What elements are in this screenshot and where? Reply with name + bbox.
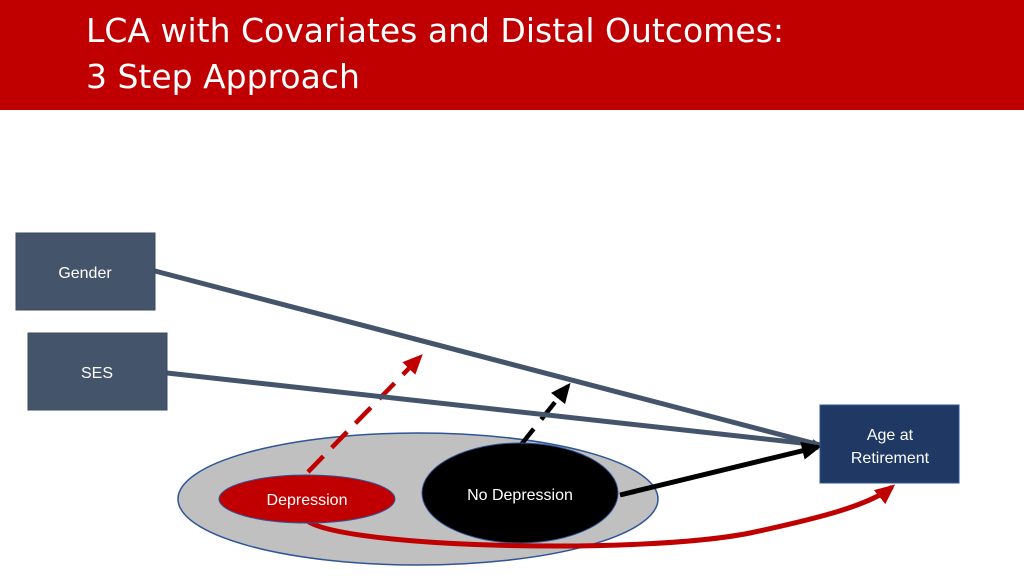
gender-label: Gender (58, 265, 112, 282)
slide-title-line-2: 3 Step Approach (86, 57, 360, 96)
class-no-depression-label: No Depression (467, 487, 573, 504)
no-depression-to-outcome-arrow (620, 447, 818, 495)
ses-label: SES (80, 365, 114, 382)
ses-to-outcome-arrow (167, 373, 820, 445)
slide-title-line-1: LCA with Covariates and Distal Outcomes: (86, 11, 784, 50)
gender-to-outcome-arrow (155, 271, 820, 445)
outcome-label-line-2: Retirement (850, 450, 930, 467)
class-depression-label: Depression (266, 492, 348, 509)
outcome-label-line-1: Age at (866, 427, 914, 444)
outcome-box (820, 405, 959, 483)
